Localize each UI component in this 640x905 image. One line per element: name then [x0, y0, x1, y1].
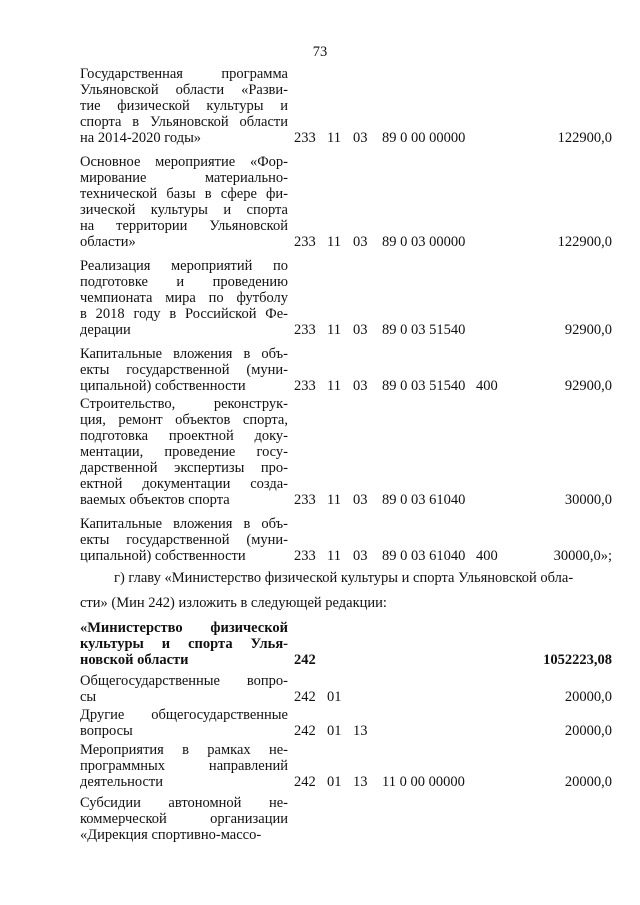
amount: 30000,0 — [564, 492, 612, 508]
description-line: Общегосударственные вопро- — [80, 673, 288, 689]
subsection-code: 03 — [353, 234, 368, 250]
amount: 20000,0 — [564, 689, 612, 705]
description-line: подготовка проектной доку- — [80, 428, 288, 444]
description-line: культуры и спорта Улья- — [80, 636, 288, 652]
row-description — [80, 258, 288, 338]
section-code: 11 — [327, 322, 341, 338]
section-code: 11 — [327, 130, 341, 146]
description-line: подготовке и проведению — [80, 274, 288, 290]
target-article-code: 89 0 03 51540 — [382, 322, 466, 338]
target-article-code: 89 0 03 00000 — [382, 234, 466, 250]
amount: 30000,0»; — [553, 548, 612, 564]
expense-type-code: 400 — [476, 548, 498, 564]
row-description — [80, 154, 288, 250]
row-description — [80, 742, 288, 790]
section-code: 01 — [327, 723, 342, 739]
section-code: 01 — [327, 774, 342, 790]
ministry-code: 233 — [294, 378, 316, 394]
row-description — [80, 346, 288, 394]
target-article-code: 89 0 03 51540 — [382, 378, 466, 394]
description-line: чемпионата мира по футболу — [80, 290, 288, 306]
description-line: Мероприятия в рамках не- — [80, 742, 288, 758]
section-code: 11 — [327, 548, 341, 564]
description-line: новской области — [80, 652, 189, 668]
description-line: Строительство, реконструк- — [80, 396, 288, 412]
target-article-code: 89 0 00 00000 — [382, 130, 466, 146]
ministry-code: 242 — [294, 774, 316, 790]
row-description — [80, 673, 288, 705]
section-code: 11 — [327, 492, 341, 508]
paragraph-line-1: г) главу «Министерство физической культуры и спорта Ульяновской обла- — [114, 570, 574, 586]
description-line: Реализация мероприятий по — [80, 258, 288, 274]
description-line: «Дирекция спортивно-массо- — [80, 827, 262, 843]
description-line: дерации — [80, 322, 131, 338]
description-line: ментации, проведение госу- — [80, 444, 288, 460]
subsection-code: 03 — [353, 492, 368, 508]
description-line: екты государственной (муни- — [80, 532, 288, 548]
description-line: Капитальные вложения в объ- — [80, 516, 288, 532]
section-code: 01 — [327, 689, 342, 705]
row-description — [80, 795, 288, 843]
amount: 92900,0 — [564, 322, 612, 338]
paragraph-line-2: сти» (Мин 242) изложить в следующей редакции: — [80, 595, 387, 611]
row-description — [80, 396, 288, 508]
row-description — [80, 620, 288, 668]
subsection-code: 03 — [353, 378, 368, 394]
description-line: ция, ремонт объектов спорта, — [80, 412, 288, 428]
description-line: екты государственной (муни- — [80, 362, 288, 378]
description-line: деятельности — [80, 774, 164, 790]
description-line: вопросы — [80, 723, 133, 739]
description-line: Основное мероприятие «Фор- — [80, 154, 288, 170]
description-line: Другие общегосударственные — [80, 707, 288, 723]
description-line: Субсидии автономной не- — [80, 795, 288, 811]
description-line: ципальной) собственности — [80, 548, 246, 564]
subsection-code: 13 — [353, 774, 368, 790]
amount: 20000,0 — [564, 774, 612, 790]
page-number: 73 — [312, 44, 328, 60]
description-line: сы — [80, 689, 97, 705]
amount: 1052223,08 — [543, 652, 612, 668]
description-line: ваемых объектов спорта — [80, 492, 230, 508]
subsection-code: 03 — [353, 548, 368, 564]
ministry-code: 233 — [294, 130, 316, 146]
description-line: на территории Ульяновской — [80, 218, 288, 234]
row-description — [80, 707, 288, 739]
target-article-code: 89 0 03 61040 — [382, 492, 466, 508]
target-article-code: 89 0 03 61040 — [382, 548, 466, 564]
target-article-code: 11 0 00 00000 — [382, 774, 465, 790]
description-line: Капитальные вложения в объ- — [80, 346, 288, 362]
subsection-code: 13 — [353, 723, 368, 739]
description-line: Государственная программа — [80, 66, 288, 82]
subsection-code: 03 — [353, 322, 368, 338]
description-line: тие физической культуры и — [80, 98, 288, 114]
ministry-code: 233 — [294, 492, 316, 508]
row-description — [80, 516, 288, 564]
ministry-code: 233 — [294, 548, 316, 564]
row-description — [80, 66, 288, 146]
ministry-code: 242 — [294, 652, 316, 668]
description-line: программных направлений — [80, 758, 288, 774]
description-line: в 2018 году в Российской Фе- — [80, 306, 288, 322]
description-line: спорта в Ульяновской области — [80, 114, 288, 130]
ministry-code: 233 — [294, 322, 316, 338]
amount: 92900,0 — [564, 378, 612, 394]
description-line: мирование материально- — [80, 170, 288, 186]
description-line: на 2014-2020 годы» — [80, 130, 202, 146]
amount: 20000,0 — [564, 723, 612, 739]
subsection-code: 03 — [353, 130, 368, 146]
section-code: 11 — [327, 234, 341, 250]
ministry-code: 242 — [294, 689, 316, 705]
amount: 122900,0 — [557, 130, 612, 146]
description-line: коммерческой организации — [80, 811, 288, 827]
description-line: Ульяновской области «Разви- — [80, 82, 288, 98]
ministry-code: 242 — [294, 723, 316, 739]
description-line: ципальной) собственности — [80, 378, 246, 394]
description-line: технической базы в сфере фи- — [80, 186, 288, 202]
description-line: зической культуры и спорта — [80, 202, 288, 218]
section-code: 11 — [327, 378, 341, 394]
description-line: ектной документации созда- — [80, 476, 288, 492]
description-line: «Министерство физической — [80, 620, 288, 636]
ministry-code: 233 — [294, 234, 316, 250]
amount: 122900,0 — [557, 234, 612, 250]
description-line: области» — [80, 234, 136, 250]
expense-type-code: 400 — [476, 378, 498, 394]
description-line: дарственной экспертизы про- — [80, 460, 288, 476]
